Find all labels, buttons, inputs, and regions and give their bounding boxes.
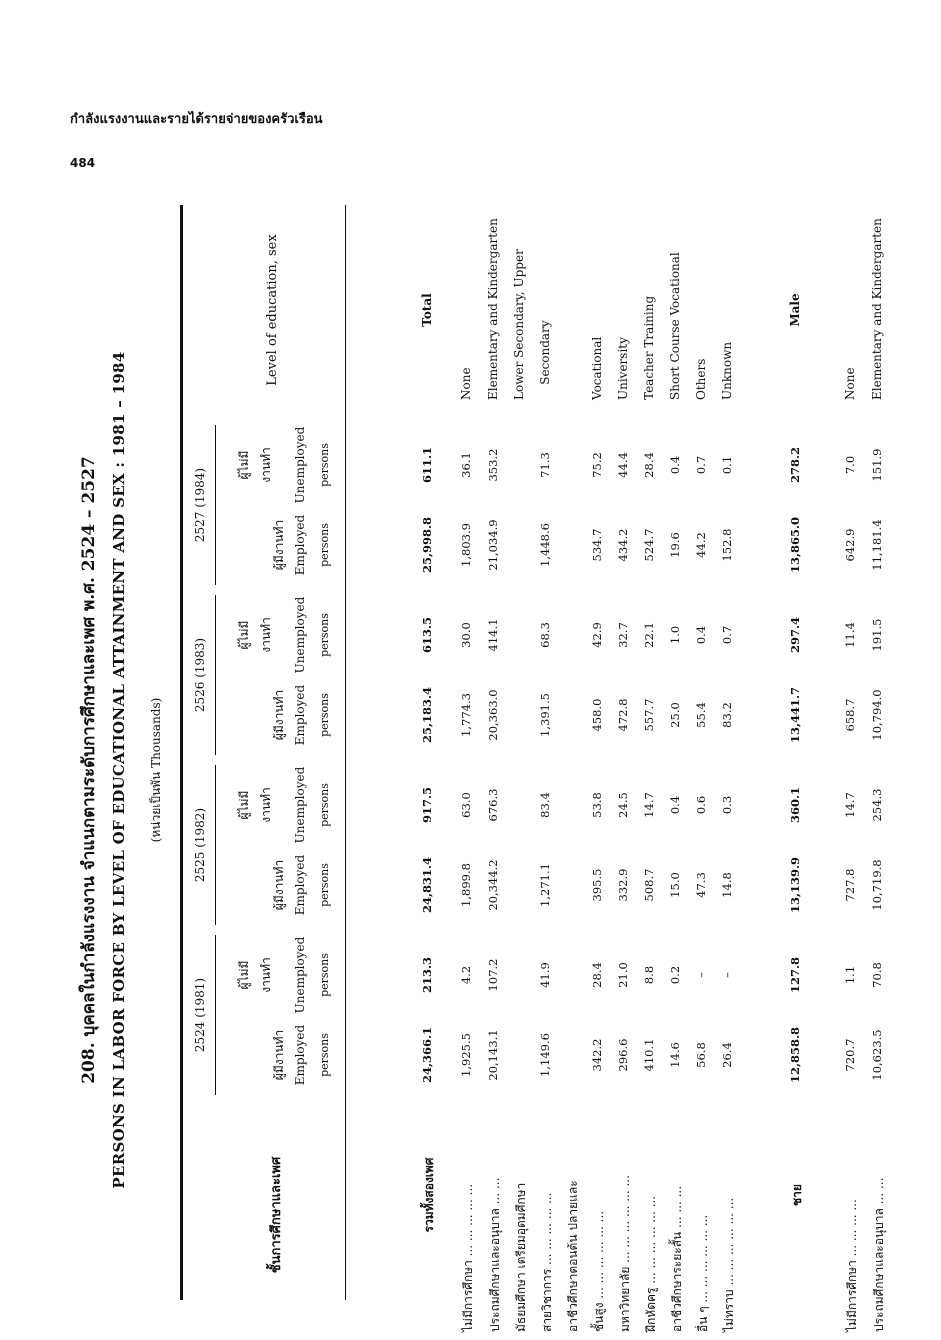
unemployed-header-en: Unemployed xyxy=(293,426,307,504)
table-cell: 7.0 xyxy=(843,455,857,475)
unemployed-header-thai: ผู้ไม่มี xyxy=(237,450,251,480)
table-cell: 8.8 xyxy=(642,965,656,985)
unemployed-header-thai-2: งานทำ xyxy=(259,447,273,483)
table-cell: 1,803.9 xyxy=(459,523,473,567)
row-label-thai: ประถมศึกษาและอนุบาล ... ... xyxy=(872,1177,886,1332)
unemployed-header-en: Unemployed xyxy=(293,936,307,1014)
employed-header-unit: persons xyxy=(318,863,331,907)
table-cell: 44.2 xyxy=(694,532,708,558)
table-cell: 68.3 xyxy=(538,622,552,648)
unemployed-header-unit: persons xyxy=(318,783,331,827)
row-label-english: University xyxy=(616,337,630,400)
row-label-english: Others xyxy=(694,358,708,400)
table-cell: 25,183.4 xyxy=(420,686,434,744)
year-header: 2524 (1981) xyxy=(193,977,207,1053)
table-cell: 152.8 xyxy=(720,528,734,562)
row-label-thai: ไม่ทราบ ... ... ... ... ... ... xyxy=(722,1197,736,1332)
table-cell: 297.4 xyxy=(788,617,802,654)
table-cell: 24.5 xyxy=(616,792,630,818)
row-label-english: Vocational xyxy=(590,336,604,400)
table-cell: 28.4 xyxy=(642,452,656,478)
row-label-thai: ประถมศึกษาและอนุบาล ... ... xyxy=(488,1177,502,1332)
table-cell: 1,271.1 xyxy=(538,863,552,907)
table-cell: 71.3 xyxy=(538,452,552,478)
table-cell: 296.6 xyxy=(616,1038,630,1072)
year-underline xyxy=(215,425,216,585)
table-cell: 42.9 xyxy=(590,622,604,648)
table-cell: 53.8 xyxy=(590,792,604,818)
row-label-thai: มัธยมศึกษา เตรียมอุดมศึกษา xyxy=(514,1182,528,1332)
table-cell: 434.2 xyxy=(616,528,630,562)
table-cell: 70.8 xyxy=(870,962,884,988)
table-cell: 14.7 xyxy=(843,792,857,818)
table-cell: 47.3 xyxy=(694,872,708,898)
table-cell: 0.2 xyxy=(668,965,682,985)
table-cell: 107.2 xyxy=(486,958,500,992)
table-cell: 14.7 xyxy=(642,792,656,818)
row-label-english: Secondary xyxy=(538,320,552,400)
table-cell: 658.7 xyxy=(843,698,857,732)
table-cell: 0.1 xyxy=(720,455,734,475)
table-cell: 24,831.4 xyxy=(420,856,434,914)
table-cell: 75.2 xyxy=(590,452,604,478)
table-cell: 0.4 xyxy=(694,625,708,645)
employed-header-en: Employed xyxy=(293,514,307,576)
table-cell: 30.0 xyxy=(459,622,473,648)
table-cell: 353.2 xyxy=(486,448,500,482)
unit-note: (หน่วยเป็นพัน Thousands) xyxy=(149,697,163,843)
employed-header-en: Employed xyxy=(293,684,307,746)
table-header-rule xyxy=(345,205,346,1300)
table-cell: 4.2 xyxy=(459,965,473,985)
table-cell: 20,344.2 xyxy=(486,859,500,911)
table-cell: 611.1 xyxy=(420,447,434,484)
table-cell: 21.0 xyxy=(616,962,630,988)
year-underline xyxy=(215,935,216,1095)
table-cell: 19.6 xyxy=(668,532,682,558)
table-cell: 642.9 xyxy=(843,528,857,562)
table-cell: 1,925.5 xyxy=(459,1033,473,1077)
table-cell: 254.3 xyxy=(870,788,884,822)
unemployed-header-unit: persons xyxy=(318,613,331,657)
table-cell: 534.7 xyxy=(590,528,604,562)
row-label-english: Lower Secondary, Upper xyxy=(512,249,526,400)
table-cell: 0.6 xyxy=(694,795,708,815)
table-cell: 151.9 xyxy=(870,448,884,482)
employed-header-thai: ผู้มีงานทำ xyxy=(272,519,286,571)
running-head: กำลังแรงงานและรายได้รายจ่ายของครัวเรือน xyxy=(70,112,323,127)
table-cell: 56.8 xyxy=(694,1042,708,1068)
table-cell: 41.9 xyxy=(538,962,552,988)
table-cell: 22.1 xyxy=(642,622,656,648)
table-cell: 13,139.9 xyxy=(788,856,802,914)
table-cell: 1,448.6 xyxy=(538,523,552,567)
row-label-english: Elementary and Kindergarten xyxy=(870,218,884,400)
table-cell: 32.7 xyxy=(616,622,630,648)
employed-header-unit: persons xyxy=(318,693,331,737)
year-header: 2527 (1984) xyxy=(193,467,207,543)
table-cell: 20,363.0 xyxy=(486,689,500,741)
table-cell: 24,366.1 xyxy=(420,1026,434,1084)
table-cell: 26.4 xyxy=(720,1042,734,1068)
rotated-table-page xyxy=(75,200,886,1340)
table-cell: 720.7 xyxy=(843,1038,857,1072)
unemployed-header-thai-2: งานทำ xyxy=(259,787,273,823)
table-cell: – xyxy=(720,972,734,978)
row-label-thai: อาชีวศึกษาตอนต้น ปลายและ xyxy=(566,1180,580,1332)
row-label-thai: รวมทั้งสองเพศ xyxy=(422,1157,436,1233)
table-cell: – xyxy=(694,972,708,978)
row-label-english: Elementary and Kindergarten xyxy=(486,218,500,400)
row-label-thai: สายวิชาการ ... ... ... ... ... xyxy=(540,1192,554,1332)
table-cell: 191.5 xyxy=(870,618,884,652)
table-cell: 458.0 xyxy=(590,698,604,732)
row-label-thai: ชาย xyxy=(790,1184,804,1206)
table-cell: 1,391.5 xyxy=(538,693,552,737)
table-cell: 14.8 xyxy=(720,872,734,898)
year-header: 2526 (1983) xyxy=(193,637,207,713)
page-number: 484 xyxy=(70,156,96,170)
table-cell: 36.1 xyxy=(459,452,473,478)
unemployed-header-thai: ผู้ไม่มี xyxy=(237,960,251,990)
row-label-thai: อื่น ๆ ... ... ... ... ... ... xyxy=(696,1214,710,1332)
unemployed-header-thai-2: งานทำ xyxy=(259,957,273,993)
table-cell: 342.2 xyxy=(590,1038,604,1072)
table-cell: 727.8 xyxy=(843,868,857,902)
table-cell: 524.7 xyxy=(642,528,656,562)
table-cell: 0.7 xyxy=(694,455,708,475)
table-cell: 10,794.0 xyxy=(870,689,884,741)
table-cell: 10,719.8 xyxy=(870,859,884,911)
employed-header-en: Employed xyxy=(293,854,307,916)
employed-header-unit: persons xyxy=(318,523,331,567)
table-cell: 21,034.9 xyxy=(486,519,500,571)
year-header: 2525 (1982) xyxy=(193,807,207,883)
table-cell: 395.5 xyxy=(590,868,604,902)
row-label-english: Teacher Training xyxy=(642,295,656,400)
unemployed-header-unit: persons xyxy=(318,953,331,997)
table-cell: 13,865.0 xyxy=(788,516,802,574)
table-cell: 1,774.3 xyxy=(459,693,473,737)
unemployed-header-en: Unemployed xyxy=(293,596,307,674)
row-label-thai: ชั้นสูง ... ... ... ... ... ... xyxy=(592,1210,606,1332)
table-cell: 11,181.4 xyxy=(870,519,884,571)
table-cell: 25,998.8 xyxy=(420,516,434,574)
row-label-english: None xyxy=(459,367,473,400)
row-label-thai: ฝึกหัดครู ... ... ... ... ... ... xyxy=(644,1195,658,1332)
table-cell: 0.7 xyxy=(720,625,734,645)
table-cell: 83.2 xyxy=(720,702,734,728)
row-label-english: Total xyxy=(420,293,434,327)
table-title-thai: 208. บุคคลในกำลังแรงงาน จำแนกตามระดับการศึกษาและเพศ พ.ศ. 2524 – 2527 xyxy=(79,456,99,1084)
row-label-english: None xyxy=(843,367,857,400)
row-label-english: Male xyxy=(788,293,802,327)
table-cell: 0.3 xyxy=(720,795,734,815)
table-cell: 1,149.6 xyxy=(538,1033,552,1077)
table-cell: 10,623.5 xyxy=(870,1029,884,1081)
column-header-thai: ชั้นการศึกษาและเพศ xyxy=(269,1156,284,1274)
table-cell: 83.4 xyxy=(538,792,552,818)
table-cell: 414.1 xyxy=(486,618,500,652)
row-label-thai: ไม่มีการศึกษา ... ... ... ... ... xyxy=(461,1183,475,1332)
table-cell: 11.4 xyxy=(843,622,857,648)
table-title-english: PERSONS IN LABOR FORCE BY LEVEL OF EDUCATIONAL ATTAINMENT AND SEX : 1981 – 1984 xyxy=(110,351,128,1189)
row-label-thai: อาชีวศึกษาระยะสั้น ... ... ... xyxy=(670,1185,684,1332)
table-cell: 508.7 xyxy=(642,868,656,902)
row-label-thai: ไม่มีการศึกษา ... ... ... ... xyxy=(845,1199,859,1332)
employed-header-en: Employed xyxy=(293,1024,307,1086)
employed-header-thai: ผู้มีงานทำ xyxy=(272,1029,286,1081)
unemployed-header-en: Unemployed xyxy=(293,766,307,844)
table-cell: 557.7 xyxy=(642,698,656,732)
table-cell: 55.4 xyxy=(694,702,708,728)
row-label-thai: มหาวิทยาลัย ... ... ... ... ... ... xyxy=(618,1175,632,1332)
table-cell: 278.2 xyxy=(788,447,802,484)
row-label-english: Short Course Vocational xyxy=(668,252,682,400)
employed-header-thai: ผู้มีงานทำ xyxy=(272,859,286,911)
table-cell: 12,858.8 xyxy=(788,1026,802,1084)
table-cell: 213.3 xyxy=(420,957,434,994)
table-cell: 20,143.1 xyxy=(486,1029,500,1081)
table-cell: 917.5 xyxy=(420,787,434,824)
table-cell: 15.0 xyxy=(668,872,682,898)
unemployed-header-unit: persons xyxy=(318,443,331,487)
table-cell: 1.0 xyxy=(668,625,682,645)
table-cell: 472.8 xyxy=(616,698,630,732)
table-cell: 410.1 xyxy=(642,1038,656,1072)
row-label-english: Unknown xyxy=(720,341,734,400)
table-cell: 63.0 xyxy=(459,792,473,818)
table-cell: 0.4 xyxy=(668,455,682,475)
table-cell: 613.5 xyxy=(420,617,434,654)
unemployed-header-thai-2: งานทำ xyxy=(259,617,273,653)
table-cell: 127.8 xyxy=(788,957,802,994)
table-cell: 1.1 xyxy=(843,965,857,985)
table-cell: 1,899.8 xyxy=(459,863,473,907)
table-cell: 44.4 xyxy=(616,452,630,478)
table-cell: 676.3 xyxy=(486,788,500,822)
table-cell: 13,441.7 xyxy=(788,686,802,744)
year-underline xyxy=(215,765,216,925)
table-cell: 360.1 xyxy=(788,787,802,824)
unemployed-header-thai: ผู้ไม่มี xyxy=(237,620,251,650)
table-cell: 332.9 xyxy=(616,868,630,902)
table-cell: 0.4 xyxy=(668,795,682,815)
table-cell: 28.4 xyxy=(590,962,604,988)
column-header-english: Level of education, sex xyxy=(265,234,280,386)
unemployed-header-thai: ผู้ไม่มี xyxy=(237,790,251,820)
table-cell: 25.0 xyxy=(668,702,682,728)
employed-header-unit: persons xyxy=(318,1033,331,1077)
year-underline xyxy=(215,595,216,755)
table-cell: 14.6 xyxy=(668,1042,682,1068)
employed-header-thai: ผู้มีงานทำ xyxy=(272,689,286,741)
table-top-rule xyxy=(180,205,183,1300)
